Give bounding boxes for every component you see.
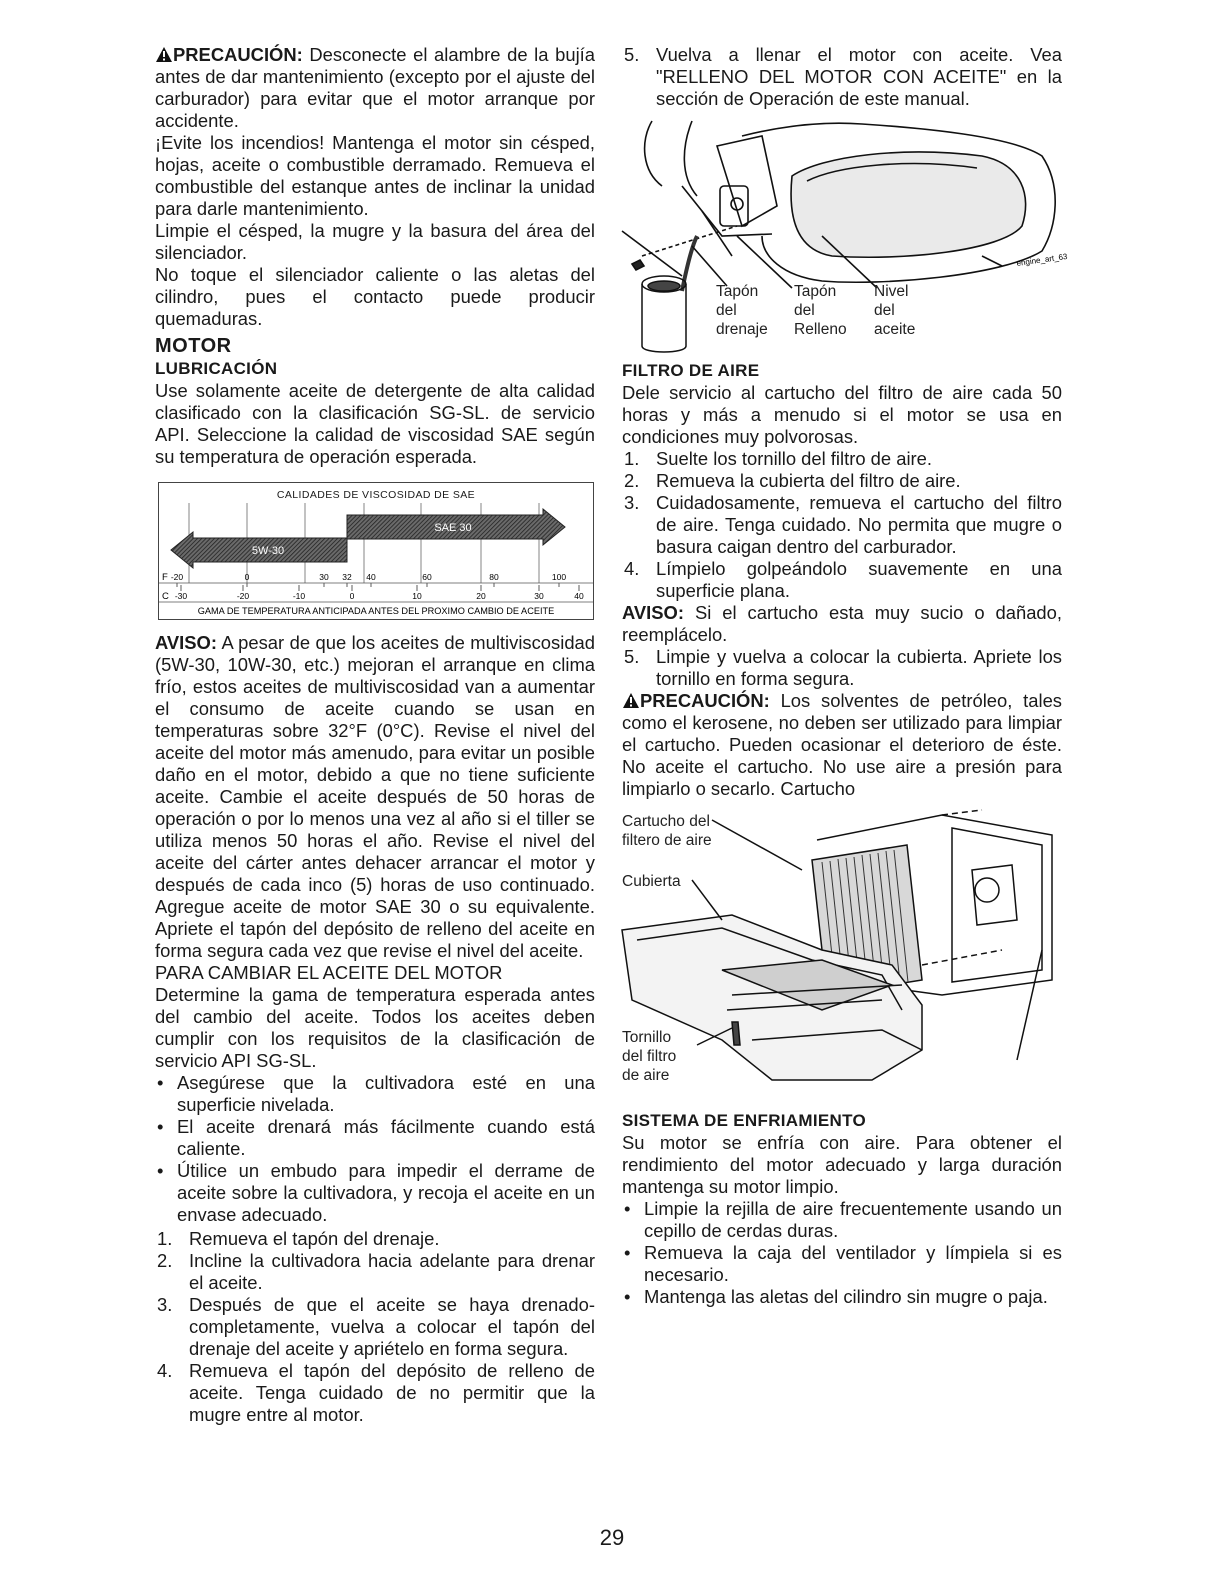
cooling-bullets	[622, 1198, 1062, 1308]
chart-bars	[171, 509, 565, 568]
c-tick-label: -10	[292, 591, 306, 601]
aviso-text: Si el cartucho esta muy sucio o dañado, reemplácelo.	[622, 602, 1062, 645]
row-c-label: C	[162, 591, 169, 602]
c-tick-label: 10	[412, 591, 422, 601]
air-filter-step5	[622, 646, 1062, 690]
lubrication-heading: LUBRICACIÓN	[155, 359, 278, 378]
list-item: • Asegúrese que la cultivadora esté en una superficie nivelada.	[157, 1072, 595, 1115]
air-filter-text: Dele servicio al cartucho del filtro de aire cada 50 horas y más a menudo si el motor se usa en condiciones muy polvorosas.	[622, 382, 1062, 447]
list-item: 3. Después de que el aceite se haya drenado- completamente, vuelva a colocar el tapón del drenaje del aceite y apriételo en forma segura.	[157, 1294, 595, 1359]
oil-labels	[622, 282, 1062, 354]
f-tick-label: 60	[422, 572, 432, 582]
list-item: 2. Remueva la cubierta del filtro de aire.	[624, 470, 961, 491]
c-tick-label: 20	[476, 591, 486, 601]
drain-plug-label: Tapón del drenaje	[716, 283, 768, 338]
chart-title: CALIDADES DE VISCOSIDAD DE SAE	[276, 489, 476, 501]
air-filter-figure	[622, 810, 1062, 1100]
f-tick-label: 80	[489, 572, 499, 582]
list-item: • Útilice un embudo para impedir el derrame de aceite sobre la cultivadora, y recoja el aceite en un envase adecuado.	[157, 1160, 595, 1225]
fill-plug-label: Tapón del Relleno	[794, 283, 847, 338]
muffler-clean-paragraph: Limpie el césped, la mugre y la basura del área del silenciador.	[155, 220, 595, 263]
filter-screw-label: Tornillo del filtro de aire	[622, 1029, 677, 1084]
precaution-label: PRECAUCIÓN:	[640, 690, 770, 711]
solvent-precaution-paragraph	[622, 690, 1062, 800]
air-filter-heading: FILTRO DE AIRE	[622, 361, 760, 380]
burn-warning-paragraph: No toque el silenciador caliente o las aletas del cilindro, pues el contacto puede producir quemaduras.	[155, 264, 595, 329]
list-item: • Remueva la caja del ventilador y límpiela si es necesario.	[624, 1242, 1062, 1285]
precaution-paragraph	[155, 44, 595, 132]
warning-icon	[622, 692, 640, 709]
motor-heading: MOTOR	[155, 335, 232, 357]
list-item: • Mantenga las aletas del cilindro sin mugre o paja.	[624, 1286, 1048, 1307]
c-tick-label: 30	[534, 591, 544, 601]
aviso-text: A pesar de que los aceites de multiviscosidad (5W-30, 10W-30, etc.) mejoran el arranque en clima frío, estos aceites de multiviscosidad van a aumentar el consumo de aceite cuando se usan en temperaturas sobre 32°F (0°C). Revise el nivel del aceite del motor más amenudo, para evitar un posible daño en el motor, debido a que no tiene suficiente aceite. Cambie el aceite después de 50 horas de operación o por lo menos una vez al año si el tiller se utiliza menos 50 horas el año. Revise el nivel del aceite del cárter antes dehacer arrancar el motor y después de cada inco (5) horas de uso continuado. Agregue aceite de motor SAE 30 o su equivalente. Apriete el tapón del depósito de relleno del aceite en forma segura cada vez que revise el nivel del aceite.	[155, 632, 595, 961]
c-tick-label: -30	[174, 591, 188, 601]
right-column	[622, 44, 1068, 1308]
list-item: • Limpie la rejilla de aire frecuentemente usando un cepillo de cerdas duras.	[624, 1198, 1062, 1241]
aviso-paragraph	[155, 632, 595, 962]
f-tick-label: -20	[170, 572, 184, 582]
change-oil-bullets	[155, 1072, 595, 1226]
oil-level-label: Nivel del aceite	[874, 283, 916, 338]
f-tick-label: 100	[551, 572, 567, 582]
change-oil-text: Determine la gama de temperatura esperada antes del cambio del aceite. Todos los aceites deben cumplir con los requisitos de la clasificación de servicio API SG-SL.	[155, 984, 595, 1071]
bar-label: SAE 30	[434, 522, 472, 534]
list-item: • El aceite drenará más fácilmente cuando está caliente.	[157, 1116, 595, 1159]
filter-aviso-paragraph	[622, 602, 1062, 646]
warning-icon	[155, 46, 173, 63]
aviso-label: AVISO:	[155, 632, 217, 653]
f-tick-label: 0	[244, 572, 250, 582]
change-oil-steps	[155, 1228, 595, 1426]
cover-label: Cubierta	[622, 873, 681, 890]
left-column	[155, 44, 595, 1426]
precaution-text: Los solventes de petróleo, tales como el kerosene, no deben ser utilizado para limpiar el cartucho. Pueden ocasionar el deterioro de éste. No aceite el cartucho. No use aire a presión para limpiarlo o secarlo. Cartucho	[622, 690, 1062, 799]
c-tick-label: 40	[574, 591, 584, 601]
lubrication-text: Use solamente aceite de detergente de alta calidad clasificado con la clasificación SG-SL. de servicio API. Seleccione la calidad de viscosidad SAE según su temperatura de operación esperada.	[155, 380, 595, 467]
cartridge-label: Cartucho del filtero de aire	[622, 813, 712, 849]
oil-container-icon	[636, 268, 696, 358]
list-item: 1. Remueva el tapón del drenaje.	[157, 1228, 440, 1249]
list-item: 4. Límpielo golpeándolo suavemente en una superficie plana.	[624, 558, 1062, 601]
precaution-label: PRECAUCIÓN:	[173, 44, 303, 65]
list-item: 4. Remueva el tapón del depósito de relleno de aceite. Tenga cuidado de no permitir que la mugre entre al motor.	[157, 1360, 595, 1425]
list-item: 3. Cuidadosamente, remueva el cartucho del filtro de aire. Tenga cuidado. No permita que mugre o basura caigan dentro del carburador.	[624, 492, 1062, 557]
precaution-text: Desconecte el alambre de la bujía antes de dar mantenimiento (excepto por el ajuste del carburador) para evitar que el motor arranque por accidente.	[155, 44, 595, 131]
refill-step	[622, 44, 1062, 110]
bar-label: 5W-30	[251, 545, 285, 557]
list-item: 5. Vuelva a llenar el motor con aceite. Vea "RELLENO DEL MOTOR CON ACEITE" en la sección de Operación de este manual.	[624, 44, 1062, 109]
f-tick-label: 30	[319, 572, 329, 582]
page-number: 29	[599, 1525, 625, 1550]
air-filter-steps	[622, 448, 1062, 602]
c-tick-label: 0	[349, 591, 355, 601]
chart-ticks	[171, 572, 584, 601]
f-tick-label: 40	[366, 572, 376, 582]
chart-footer: GAMA DE TEMPERATURA ANTICIPADA ANTES DEL PROXIMO CAMBIO DE ACEITE	[197, 606, 555, 616]
aviso-label: AVISO:	[622, 602, 684, 623]
chart-canvas	[159, 483, 593, 619]
fire-warning-paragraph: ¡Evite los incendios! Mantenga el motor sin césped, hojas, aceite o combustible derramado. Remueva el combustible del estanque antes de inclinar la unidad para darle mantenimiento.	[155, 132, 595, 219]
air-filter-illustration	[622, 810, 1062, 1100]
list-item: 5. Limpie y vuelva a colocar la cubierta. Apriete los tornillo en forma segura.	[624, 646, 1062, 689]
c-tick-label: -20	[236, 591, 250, 601]
cooling-heading: SISTEMA DE ENFRIAMIENTO	[622, 1111, 866, 1130]
row-f-label: F	[162, 572, 168, 583]
list-item: 1. Suelte los tornillo del filtro de aire.	[624, 448, 933, 469]
change-oil-heading: PARA CAMBIAR EL ACEITE DEL MOTOR	[155, 962, 503, 983]
cooling-text: Su motor se enfría con aire. Para obtener el rendimiento del motor adecuado y larga duración mantenga su motor limpio.	[622, 1132, 1062, 1197]
engine-art-code: engine_art_63	[1016, 251, 1068, 268]
viscosity-chart	[158, 482, 594, 620]
f-tick-label: 32	[342, 572, 352, 582]
list-item: 2. Incline la cultivadora hacia adelante para drenar el aceite.	[157, 1250, 595, 1293]
